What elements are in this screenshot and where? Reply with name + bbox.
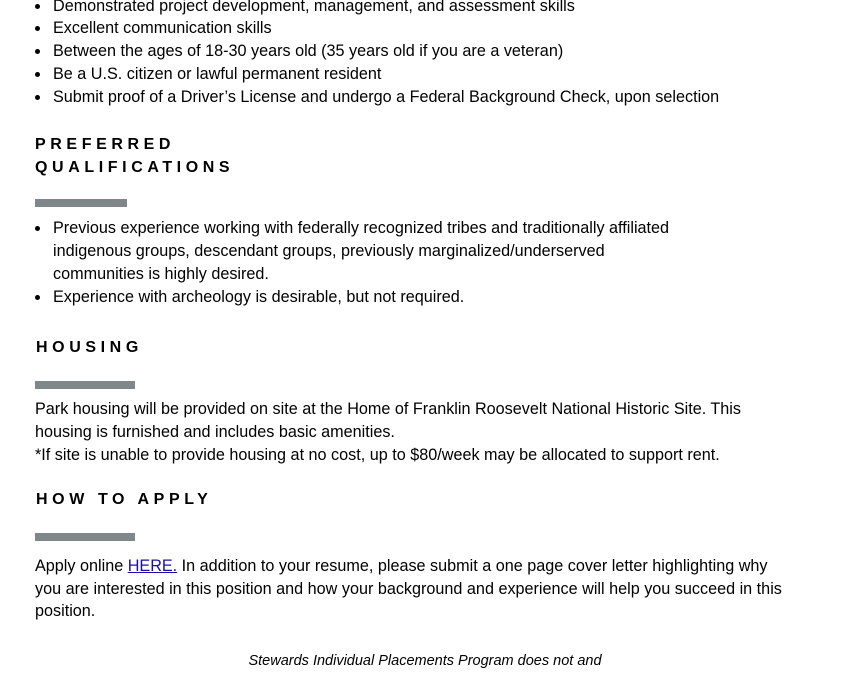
section-divider: [35, 533, 135, 541]
section-divider: [35, 199, 127, 207]
apply-prefix: Apply online: [35, 557, 128, 575]
list-item: Demonstrated project development, management, and assessment skills: [53, 0, 575, 18]
apply-here-link[interactable]: HERE.: [127, 557, 178, 575]
list-item: [53, 217, 669, 240]
preferred-heading-line2: QUALIFICATIONS: [35, 159, 235, 176]
list-item-continuation: communities is highly desired.: [53, 265, 269, 283]
list-item: Between the ages of 18-30 years old (35 years old if you are a veteran): [53, 40, 563, 63]
apply-text-line2: you are interested in this position and how your background and experience will help you succeed in this: [35, 580, 782, 598]
apply-text-line1: [35, 555, 767, 578]
list-item: Be a U.S. citizen or lawful permanent resident: [53, 63, 381, 86]
list-item-text: Previous experience working with federally recognized tribes and traditionally affiliated: [53, 219, 670, 237]
housing-text-line2: housing is furnished and includes basic amenities.: [35, 423, 395, 441]
list-item-continuation: indigenous groups, descendant groups, previously marginalized/underserved: [53, 242, 605, 260]
housing-heading: HOUSING: [36, 339, 143, 356]
list-item: Excellent communication skills: [53, 17, 272, 40]
preferred-heading-line1: PREFERRED: [35, 136, 176, 153]
list-item: Experience with archeology is desirable, but not required.: [53, 286, 464, 309]
apply-text-rest: In addition to your resume, please submit a one page cover letter highlighting why: [177, 557, 768, 575]
housing-text-line1: Park housing will be provided on site at the Home of Franklin Roosevelt National Historic Site. This: [35, 400, 741, 418]
apply-text-line3: position.: [35, 602, 96, 620]
list-item: Submit proof of a Driver’s License and undergo a Federal Background Check, upon selection: [53, 86, 719, 109]
footer-note: Stewards Individual Placements Program does not and: [248, 653, 602, 669]
section-divider: [35, 381, 135, 389]
how-to-apply-heading: HOW TO APPLY: [36, 491, 213, 508]
housing-text-line3: *If site is unable to provide housing at no cost, up to $80/week may be allocated to support rent.: [35, 446, 720, 464]
